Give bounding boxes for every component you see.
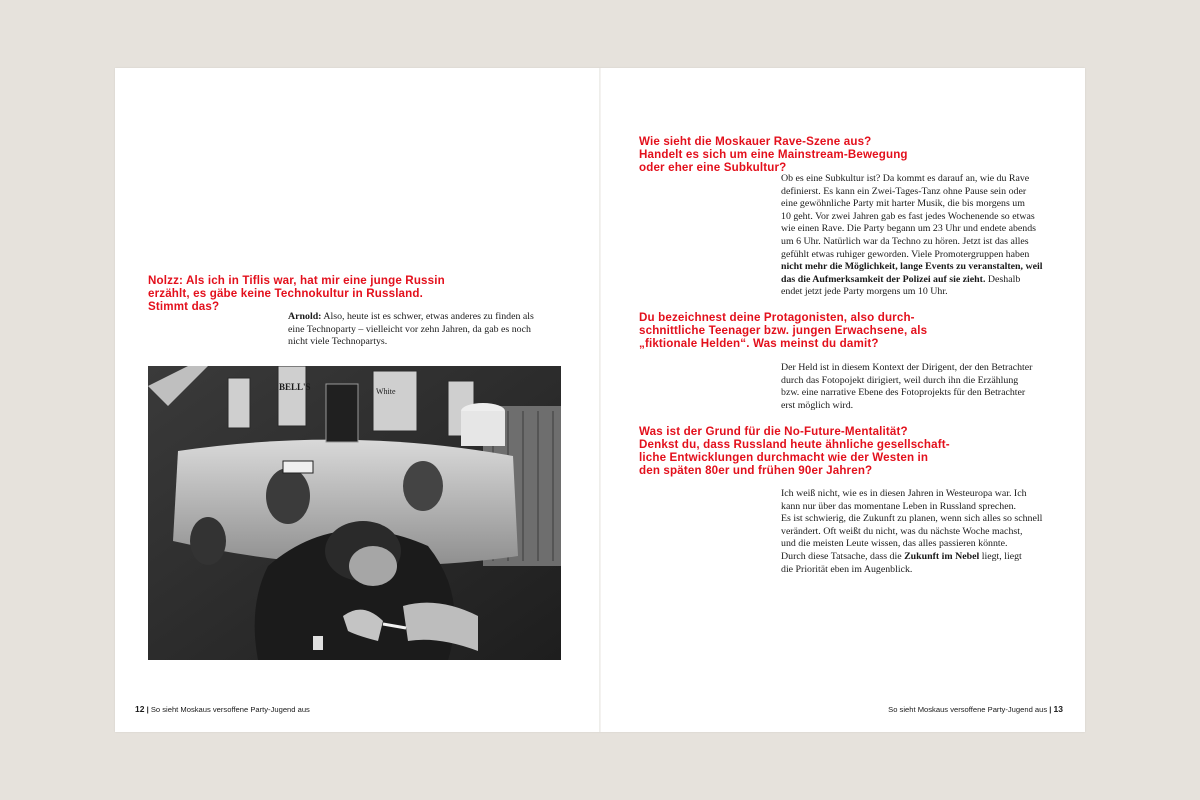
running-title: So sieht Moskaus versoffene Party-Jugend aus: [888, 705, 1048, 714]
footer-separator: |: [146, 705, 149, 714]
answer-emphasis: Zukunft im Nebel: [904, 550, 980, 562]
question-line: Stimmt das?: [148, 300, 220, 313]
interview-question: [148, 274, 445, 313]
footer-separator: |: [1049, 705, 1052, 714]
magazine-spread: [115, 68, 1085, 732]
question-line: Was ist der Grund für die No-Future-Mentalität?: [639, 425, 908, 438]
running-title: So sieht Moskaus versoffene Party-Jugend aus: [150, 705, 310, 714]
answer-line: eine Technoparty – vielleicht vor zehn Jahren, da gab es noch: [288, 323, 531, 335]
answer-line: Ich weiß nicht, wie es in diesen Jahren in Westeuropa war. Ich: [781, 488, 1027, 499]
answer-line: [781, 261, 1043, 274]
interview-question: [639, 425, 950, 477]
answer-line: eine gewöhnliche Party mit harter Musik, die bis morgens um: [781, 198, 1025, 210]
question-line: Du bezeichnest deine Protagonisten, also durch-: [639, 311, 915, 324]
answer-line: erst möglich wird.: [781, 399, 854, 411]
page-footer: [888, 704, 1063, 714]
page-number: 13: [1053, 704, 1063, 714]
answer-line: Der Held ist in diesem Kontext der Dirigent, der den Betrachter: [781, 362, 1033, 373]
party-photo: [148, 366, 561, 660]
question-line: liche Entwicklungen durchmacht wie der Westen in: [639, 451, 929, 464]
answer-line: um 6 Uhr. Natürlich war da Techno zu hören. Jetzt ist das alles: [781, 235, 1029, 247]
speaker-name: Arnold:: [288, 311, 322, 322]
answer-line: 10 geht. Vor zwei Jahren gab es fast jedes Wochenende so etwas: [781, 210, 1035, 222]
answer-line: die Priorität eben im Augenblick.: [781, 563, 913, 575]
answer-text: Also, heute ist es schwer, etwas anderes zu finden als: [321, 311, 534, 322]
question-line: oder eher eine Subkultur?: [639, 161, 787, 174]
answer-line: [781, 551, 1042, 564]
answer-line: nicht viele Technopartys.: [288, 336, 388, 348]
answer-emphasis: das die Aufmerksamkeit der Polizei auf sie zieht.: [781, 273, 986, 285]
answer-line: definierst. Es kann ein Zwei-Tages-Tanz ohne Pause sein oder: [781, 185, 1027, 197]
answer-line: wie einen Rave. Die Party begann um 23 Uhr und endete abends: [781, 223, 1037, 235]
interview-answer: [781, 362, 1032, 412]
interview-answer: [781, 173, 1043, 299]
question-line: Denkst du, dass Russland heute ähnliche gesellschaft-: [639, 438, 950, 451]
bottle-label: BELL'S: [279, 382, 311, 392]
interview-answer: [781, 488, 1042, 576]
question-line: schnittliche Teenager bzw. jungen Erwachsene, als: [639, 324, 928, 337]
question-line: Handelt es sich um eine Mainstream-Bewegung: [639, 148, 908, 161]
answer-text: Durch diese Tatsache, dass die: [781, 550, 905, 562]
question-line: Nolzz: Als ich in Tiflis war, hat mir eine junge Russin: [148, 274, 445, 287]
answer-line: Es ist schwierig, die Zukunft zu planen, wenn sich alles so schnell: [781, 513, 1043, 525]
answer-line: Ob es eine Subkultur ist? Da kommt es darauf an, wie du Rave: [781, 173, 1030, 184]
answer-line: [288, 311, 534, 324]
interview-question: [639, 135, 908, 174]
answer-line: kann nur über das momentane Leben in Russland sprechen.: [781, 500, 1017, 512]
interview-question: [639, 311, 927, 350]
question-line: erzählt, es gäbe keine Technokultur in Russland.: [148, 287, 423, 300]
answer-line: gefühlt etwas ruhiger geworden. Viele Promotergruppen haben: [781, 248, 1030, 260]
interview-answer: [288, 311, 534, 349]
question-line: den späten 80er und frühen 90er Jahren?: [639, 464, 873, 477]
page-number: 12: [135, 704, 145, 714]
photo-illustration: [148, 366, 561, 660]
answer-emphasis: nicht mehr die Möglichkeit, lange Events zu veranstalten, weil: [781, 261, 1043, 273]
answer-line: [781, 274, 1043, 287]
page-gutter: [599, 68, 601, 732]
question-line: Wie sieht die Moskauer Rave-Szene aus?: [639, 135, 872, 148]
bottle-label: White: [376, 387, 396, 396]
answer-line: bzw. eine narrative Ebene des Fotoprojekts für den Betrachter: [781, 387, 1026, 399]
question-line: „fiktionale Helden“. Was meinst du damit?: [639, 337, 879, 350]
page-footer: [135, 704, 310, 714]
answer-line: verändert. Oft weißt du nicht, was du nächste Woche machst,: [781, 525, 1023, 537]
answer-text: Deshalb: [985, 273, 1021, 285]
answer-line: durch das Fotopojekt dirigiert, weil durch ihn die Erzählung: [781, 374, 1019, 386]
answer-line: und die meisten Leute wissen, das alles passieren könnte.: [781, 538, 1008, 550]
answer-text: liegt, liegt: [979, 550, 1022, 562]
answer-line: endet jetzt jede Party morgens um 10 Uhr.: [781, 286, 948, 298]
